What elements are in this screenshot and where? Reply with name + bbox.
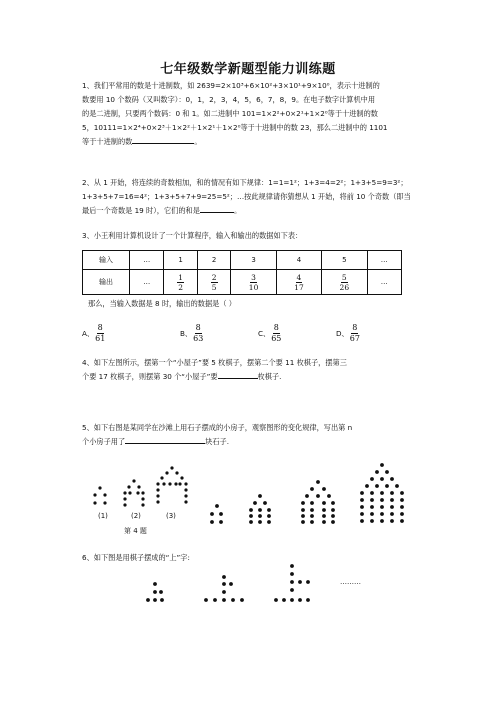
figure-label-1: (1) <box>98 512 108 520</box>
question-6: 6、如下图是用棋子摆成的“上”字: <box>82 553 190 562</box>
table-cell: … <box>130 251 164 270</box>
table-cell <box>276 270 321 295</box>
fraction: $\frac{2}{5}$ <box>211 272 217 292</box>
table-cell: 3 <box>231 251 276 270</box>
option-c[interactable]: C、 $\frac{8}{65}$ <box>258 323 282 343</box>
table-cell <box>197 270 230 295</box>
question-1 <box>82 79 404 149</box>
option-d[interactable]: D、 $\frac{8}{67}$ <box>336 323 360 343</box>
option-a[interactable]: A、 $\frac{8}{61}$ <box>82 323 106 343</box>
table-header-output: 输出 <box>83 270 130 295</box>
q4-answer-blank <box>218 371 258 379</box>
table-cell <box>231 270 276 295</box>
question-3-intro: 3、小王利用计算机设计了一个计算程序，输入和输出的数据如下表： <box>82 231 303 240</box>
io-table <box>82 250 402 295</box>
fraction: $\frac{1}{2}$ <box>178 272 184 292</box>
q1-line-1: 1、我们平常用的数是十进制数，如 2639=2×10³+6×10²+3×10¹+9×10⁰，表示十进制的 <box>82 81 380 90</box>
q2-line-3: 最后一个奇数是 19 时），它们的和是 。 <box>82 206 242 215</box>
table-cell: 5 <box>322 251 367 270</box>
fraction: $\frac{4}{17}$ <box>294 272 304 292</box>
table-cell: 1 <box>164 251 197 270</box>
table-header-input: 输入 <box>83 251 130 270</box>
q5-answer-blank <box>125 436 205 444</box>
figure-label-2: (2) <box>131 512 141 520</box>
question-5: 5、如下右图是某同学在沙滩上用石子摆成的小房子，观察图形的变化规律，写出第 n 个小房子用了 块石子. <box>82 423 353 446</box>
table-cell: 2 <box>197 251 230 270</box>
continuation-ellipsis: ……… <box>340 578 361 586</box>
table-cell <box>164 270 197 295</box>
figure-label-3: (3) <box>166 512 176 520</box>
q1-line-4: 5，10111=1×2⁴+0×2³＋1×2²＋1×2¹＋1×2⁰等于十进制中的数 23，那么二进制中的 1101 <box>82 123 388 132</box>
stone-house-figure-right <box>205 462 415 526</box>
q1-line-5: 等于十进制的数 。 <box>82 137 202 146</box>
table-row-output <box>83 270 402 295</box>
q2-line-2: 1+3+5+7=16=4²；1+3+5+7+9=25=5²；…按此规律请你猜想从 1 开始，将前 10 个奇数（即当 <box>82 192 411 201</box>
question-3-prompt: 那么，当输入数据是 8 时，输出的数据是（ ） <box>88 299 236 308</box>
fraction: $\frac{5}{26}$ <box>339 272 350 292</box>
table-cell: … <box>367 251 401 270</box>
page-title: 七年级数学新题型能力训练题 <box>160 62 336 77</box>
fraction: $\frac{3}{10}$ <box>248 272 259 292</box>
shang-character-figure <box>130 562 330 606</box>
q1-answer-blank <box>132 136 194 144</box>
table-cell: … <box>130 270 164 295</box>
figure-caption: 第 4 题 <box>124 527 147 535</box>
table-cell: 4 <box>276 251 321 270</box>
table-cell <box>322 270 367 295</box>
question-4: 4、如下左图所示，摆第一个“小屋子”要 5 枚棋子，摆第二个要 11 枚棋子，摆第三 个要 17 枚棋子，则摆第 30 个“小屋子”要 枚棋子. <box>82 358 347 381</box>
table-cell: … <box>367 270 401 295</box>
option-b[interactable]: B、 $\frac{8}{63}$ <box>180 323 204 343</box>
q2-answer-blank <box>200 205 234 213</box>
question-2 <box>82 176 411 218</box>
q1-line-2: 数要用 10 个数码（又叫数字）：0，1，2，3，4，5，6，7，8，9。在电子数字计算机中用 <box>82 95 376 104</box>
q1-line-3: 的是二进制，只要两个数码：0 和 1。如二进制中 101=1×2²+0×2¹+1×2⁰等于十进制的数 <box>82 109 378 118</box>
table-row-input <box>83 251 402 270</box>
q2-line-1: 2、从 1 开始，将连续的奇数相加，和的情况有如下规律：1=1=1²；1+3=4=2²；1+3+5=9=3²； <box>82 178 408 187</box>
